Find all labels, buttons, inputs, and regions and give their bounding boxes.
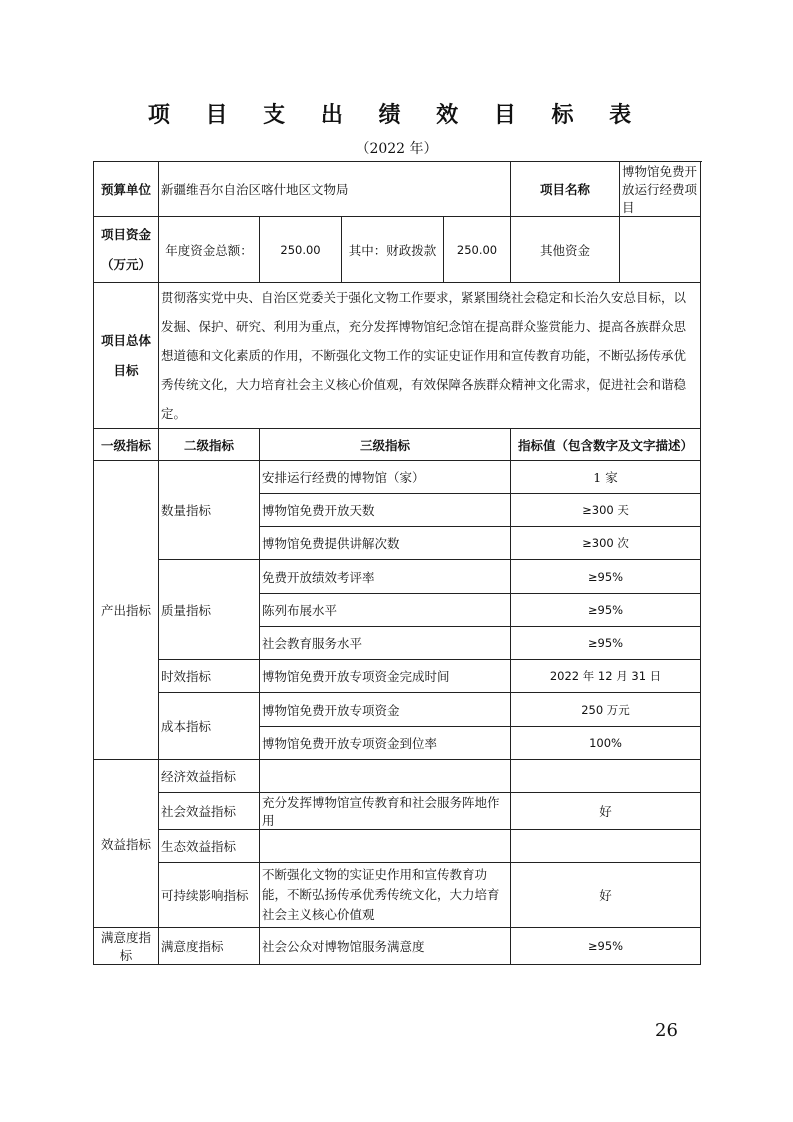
- col-level3-header: 三级指标: [260, 429, 511, 461]
- col-value-header: 指标值（包含数字及文字描述）: [511, 429, 701, 461]
- indicator-value: ≥300 天: [511, 494, 701, 527]
- fiscal-label: 其中：财政拨款: [342, 217, 444, 283]
- indicator-value: 250 万元: [511, 693, 701, 727]
- indicator-name: 博物馆免费开放天数: [260, 494, 511, 527]
- budget-unit-label: 预算单位: [94, 162, 159, 217]
- cost-indicator-label: 成本指标: [159, 693, 260, 760]
- table-row: [94, 660, 701, 693]
- overall-goal-text: 贯彻落实党中央、自治区党委关于强化文物工作要求，紧紧围绕社会稳定和长治久安总目标，以发掘、保护、研究、利用为重点，充分发挥博物馆纪念馆在提高群众鉴赏能力、提高各族群众思想道德和文化素质的作用，不断强化文物工作的实证史证作用和宣传教育功能，不断弘扬传承优秀传统文化，大力培育社会主义核心价值观，有效保障各族群众精神文化需求，促进社会和谐稳定。: [159, 283, 701, 429]
- timeliness-indicator-label: 时效指标: [159, 660, 260, 693]
- indicator-name: 社会教育服务水平: [260, 627, 511, 660]
- performance-goal-table: [93, 161, 701, 965]
- indicator-name: 社会公众对博物馆服务满意度: [260, 928, 511, 965]
- overall-goal-row: [94, 283, 701, 429]
- annual-total-value: 250.00: [260, 217, 342, 283]
- indicator-name: 安排运行经费的博物馆（家）: [260, 461, 511, 494]
- social-benefit-label: 社会效益指标: [159, 793, 260, 830]
- indicator-name: [260, 760, 511, 793]
- funds-row: [94, 217, 701, 283]
- table-row: [94, 693, 701, 727]
- indicator-value: ≥95%: [511, 627, 701, 660]
- indicator-value: ≥95%: [511, 928, 701, 965]
- table-row: [94, 928, 701, 965]
- indicator-value: ≥95%: [511, 594, 701, 627]
- indicator-value: 100%: [511, 727, 701, 760]
- sustainable-impact-label: 可持续影响指标: [159, 863, 260, 928]
- overall-goal-label: 项目总体目标: [94, 283, 159, 429]
- quantity-indicator-label: 数量指标: [159, 461, 260, 560]
- funds-label: 项目资金（万元）: [94, 217, 159, 283]
- table-row: [94, 793, 701, 830]
- indicator-value: 1 家: [511, 461, 701, 494]
- project-name-label: 项目名称: [511, 162, 620, 217]
- other-funds-value: [620, 217, 701, 283]
- indicator-name: 不断强化文物的实证史作用和宣传教育功能，不断弘扬传承优秀传统文化，大力培育社会主义核心价值观: [260, 863, 511, 928]
- satisfaction-sub-label: 满意度指标: [159, 928, 260, 965]
- indicator-value: [511, 830, 701, 863]
- indicator-value: 好: [511, 793, 701, 830]
- budget-unit-value: 新疆维吾尔自治区喀什地区文物局: [159, 162, 511, 217]
- indicator-name: 博物馆免费提供讲解次数: [260, 527, 511, 560]
- output-indicator-label: 产出指标: [94, 461, 159, 760]
- header-row: [94, 162, 701, 217]
- ecological-benefit-label: 生态效益指标: [159, 830, 260, 863]
- table-row: [94, 560, 701, 594]
- indicator-value: [511, 760, 701, 793]
- indicator-value: 好: [511, 863, 701, 928]
- annual-total-label: 年度资金总额：: [159, 217, 260, 283]
- table-row: [94, 863, 701, 928]
- document-year: （2022 年）: [355, 141, 438, 157]
- col-level2-header: 二级指标: [159, 429, 260, 461]
- table-row: [94, 830, 701, 863]
- indicator-name: 博物馆免费开放专项资金完成时间: [260, 660, 511, 693]
- indicator-name: [260, 830, 511, 863]
- other-funds-label: 其他资金: [511, 217, 620, 283]
- col-level1-header: 一级指标: [94, 429, 159, 461]
- indicator-value: 2022 年 12 月 31 日: [511, 660, 701, 693]
- page-number: 26: [655, 1020, 678, 1041]
- table-row: [94, 760, 701, 793]
- document-title: 项 目 支 出 绩 效 目 标 表: [147, 102, 646, 128]
- quality-indicator-label: 质量指标: [159, 560, 260, 660]
- project-name-value: 博物馆免费开放运行经费项目: [620, 162, 701, 217]
- benefit-indicator-label: 效益指标: [94, 760, 159, 928]
- indicator-name: 充分发挥博物馆宣传教育和社会服务阵地作用: [260, 793, 511, 830]
- indicator-name: 陈列布展水平: [260, 594, 511, 627]
- satisfaction-indicator-label: 满意度指标: [94, 928, 159, 965]
- fiscal-value: 250.00: [444, 217, 511, 283]
- table-row: [94, 461, 701, 494]
- column-header-row: [94, 429, 701, 461]
- indicator-value: ≥95%: [511, 560, 701, 594]
- economic-benefit-label: 经济效益指标: [159, 760, 260, 793]
- indicator-value: ≥300 次: [511, 527, 701, 560]
- indicator-name: 博物馆免费开放专项资金: [260, 693, 511, 727]
- indicator-name: 免费开放绩效考评率: [260, 560, 511, 594]
- indicator-name: 博物馆免费开放专项资金到位率: [260, 727, 511, 760]
